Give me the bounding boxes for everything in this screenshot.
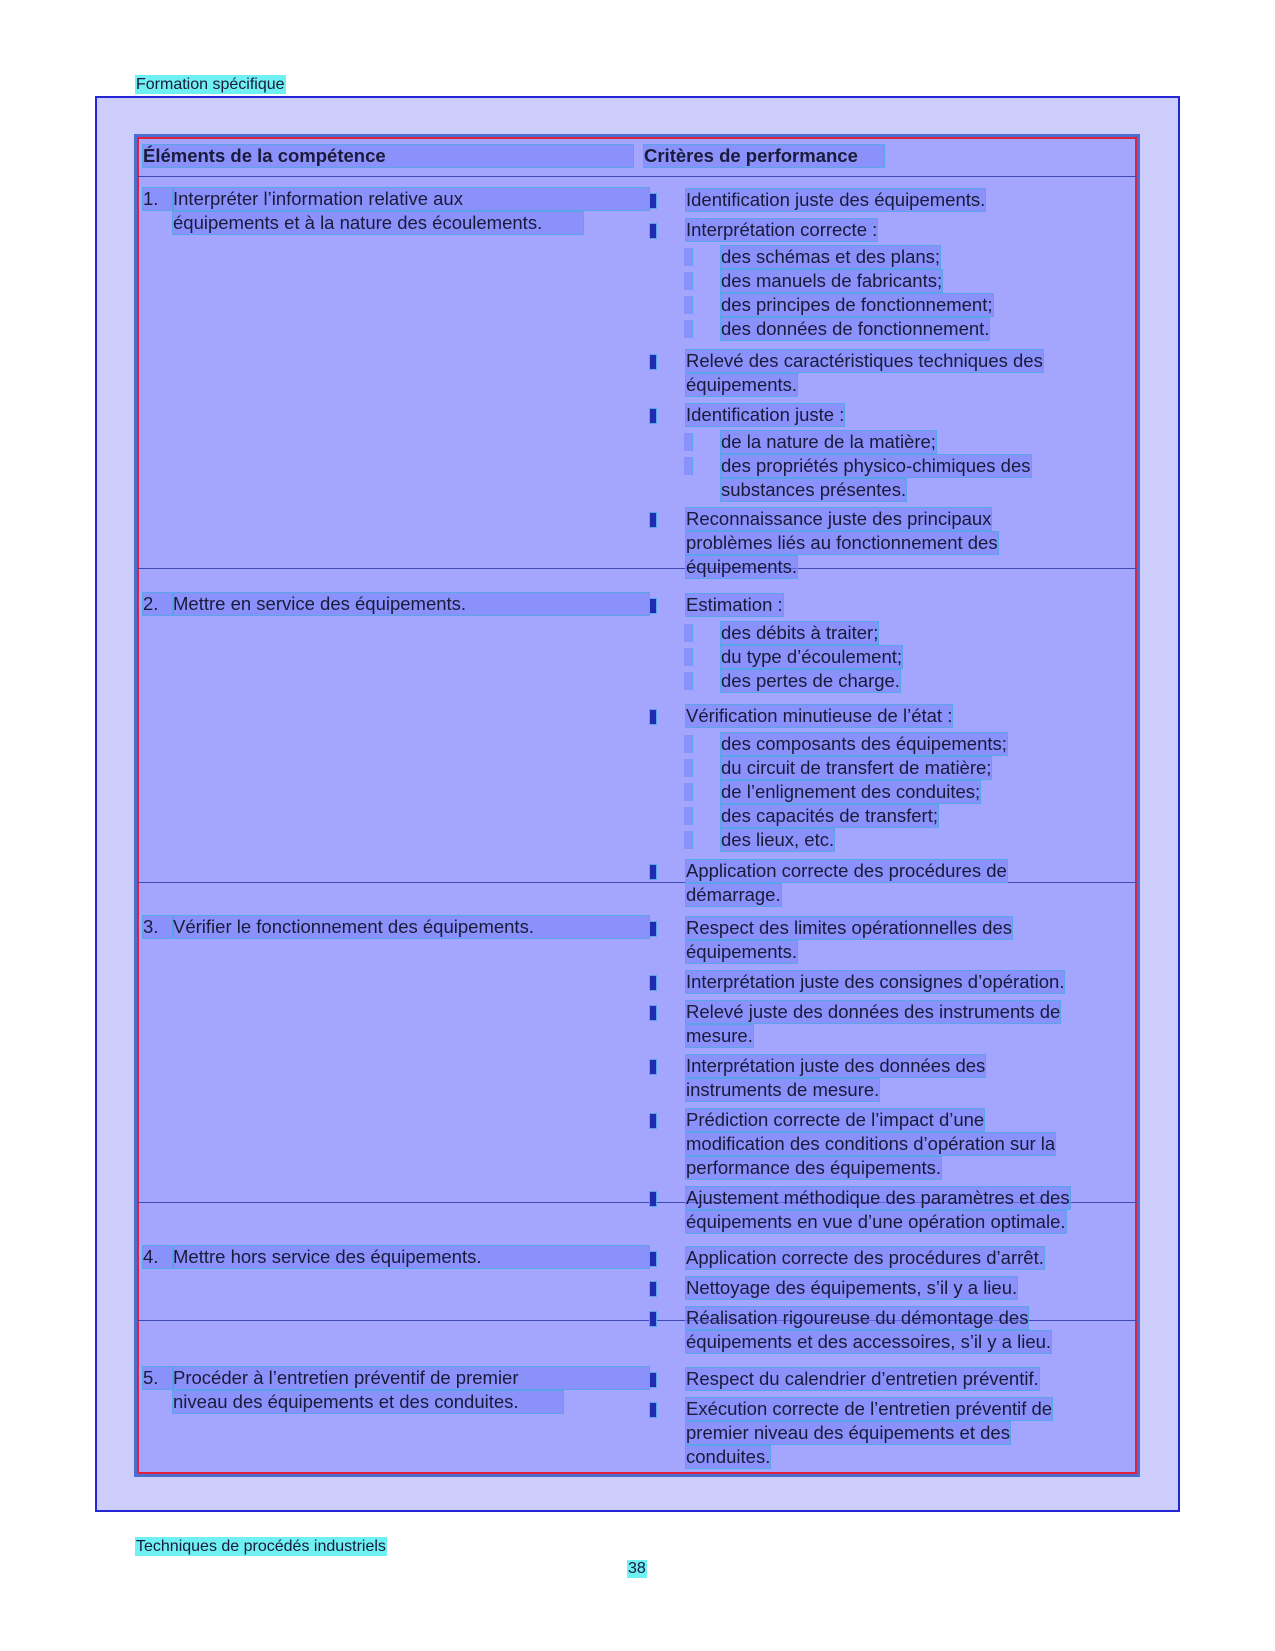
sub-criterion: de l’enlignement des conduites; — [721, 781, 981, 802]
element-number: 5. — [143, 1367, 173, 1389]
bullet-icon — [649, 408, 657, 424]
criterion: Ajustement méthodique des paramètres et des — [686, 1187, 1070, 1208]
criterion: équipements. — [686, 556, 798, 577]
sub-criterion: des schémas et des plans; — [721, 246, 941, 267]
sub-bullet-icon — [684, 672, 693, 690]
element-text: Interpréter l’information relative aux — [173, 188, 649, 210]
criterion: équipements. — [686, 941, 798, 962]
element-number: 3. — [143, 916, 173, 938]
sub-bullet-icon — [684, 735, 693, 753]
element-number: 4. — [143, 1246, 173, 1268]
bullet-icon — [649, 1113, 657, 1129]
criterion: performance des équipements. — [686, 1157, 942, 1178]
criterion: Interprétation correcte : — [686, 219, 878, 240]
sub-bullet-icon — [684, 759, 693, 777]
sub-bullet-icon — [684, 320, 693, 338]
criterion: Respect du calendrier d’entretien préventif. — [686, 1368, 1039, 1389]
criterion: Vérification minutieuse de l’état : — [686, 705, 953, 726]
sub-bullet-icon — [684, 248, 693, 266]
bullet-icon — [649, 1402, 657, 1418]
bullet-icon — [649, 921, 657, 937]
sub-bullet-icon — [684, 831, 693, 849]
criterion: modification des conditions d’opération sur la — [686, 1133, 1056, 1154]
bullet-icon — [649, 1311, 657, 1327]
bullet-icon — [649, 1251, 657, 1267]
bullet-icon — [649, 1281, 657, 1297]
criterion: Interprétation juste des consignes d’opération. — [686, 971, 1065, 992]
criterion: équipements. — [686, 374, 798, 395]
sub-bullet-icon — [684, 272, 693, 290]
footer-title: Techniques de procédés industriels — [136, 1538, 386, 1555]
sub-bullet-icon — [684, 433, 693, 451]
sub-criterion: des manuels de fabricants; — [721, 270, 943, 291]
element-text: Vérifier le fonctionnement des équipements. — [173, 916, 649, 938]
sub-criterion: des données de fonctionnement. — [721, 318, 990, 339]
sub-criterion: du circuit de transfert de matière; — [721, 757, 992, 778]
sub-criterion: des débits à traiter; — [721, 622, 879, 643]
criterion: Relevé des caractéristiques techniques des — [686, 350, 1043, 371]
bullet-icon — [649, 1191, 657, 1207]
bullet-icon — [649, 598, 657, 614]
bullet-icon — [649, 709, 657, 725]
criterion: Relevé juste des données des instruments de — [686, 1001, 1061, 1022]
bullet-icon — [649, 1372, 657, 1388]
sub-criterion: substances présentes. — [721, 479, 907, 500]
row-divider — [137, 568, 1137, 569]
criterion: premier niveau des équipements et des — [686, 1422, 1010, 1443]
sub-criterion: du type d’écoulement; — [721, 646, 903, 667]
criterion: Estimation : — [686, 594, 783, 615]
criterion: Exécution correcte de l’entretien préventif de — [686, 1398, 1053, 1419]
row-divider — [137, 882, 1137, 883]
col-header-elements: Éléments de la compétence — [143, 145, 633, 167]
sub-criterion: des lieux, etc. — [721, 829, 835, 850]
page-number: 38 — [628, 1560, 646, 1577]
header-divider — [137, 176, 1137, 177]
element-text: Mettre hors service des équipements. — [173, 1246, 649, 1268]
criterion: Identification juste des équipements. — [686, 189, 986, 210]
criterion: Application correcte des procédures d’arrêt. — [686, 1247, 1044, 1268]
col-header-criteria: Critères de performance — [644, 145, 884, 167]
element-text: Mettre en service des équipements. — [173, 593, 649, 615]
element-number: 1. — [143, 188, 173, 210]
sub-bullet-icon — [684, 648, 693, 666]
criterion: Application correcte des procédures de — [686, 860, 1007, 881]
element-text: niveau des équipements et des conduites. — [173, 1391, 563, 1413]
bullet-icon — [649, 864, 657, 880]
sub-criterion: des principes de fonctionnement; — [721, 294, 993, 315]
criterion: conduites. — [686, 1446, 771, 1467]
bullet-icon — [649, 223, 657, 239]
bullet-icon — [649, 354, 657, 370]
page-header-title: Formation spécifique — [136, 76, 285, 93]
criterion: instruments de mesure. — [686, 1079, 880, 1100]
criterion: mesure. — [686, 1025, 753, 1046]
bullet-icon — [649, 193, 657, 209]
criterion: équipements en vue d’une opération optimale. — [686, 1211, 1066, 1232]
sub-criterion: des propriétés physico-chimiques des — [721, 455, 1031, 476]
criterion: Respect des limites opérationnelles des — [686, 917, 1012, 938]
sub-criterion: des composants des équipements; — [721, 733, 1007, 754]
sub-bullet-icon — [684, 807, 693, 825]
sub-criterion: des pertes de charge. — [721, 670, 900, 691]
element-number: 2. — [143, 593, 173, 615]
sub-bullet-icon — [684, 624, 693, 642]
criterion: démarrage. — [686, 884, 781, 905]
criterion: Nettoyage des équipements, s’il y a lieu. — [686, 1277, 1018, 1298]
criterion: Interprétation juste des données des — [686, 1055, 986, 1076]
sub-criterion: de la nature de la matière; — [721, 431, 936, 452]
criterion: Identification juste : — [686, 404, 845, 425]
sub-criterion: des capacités de transfert; — [721, 805, 938, 826]
sub-bullet-icon — [684, 457, 693, 475]
sub-bullet-icon — [684, 296, 693, 314]
element-text: équipements et à la nature des écoulements. — [173, 212, 583, 234]
bullet-icon — [649, 1059, 657, 1075]
bullet-icon — [649, 512, 657, 528]
sub-bullet-icon — [684, 783, 693, 801]
element-text: Procéder à l’entretien préventif de premier — [173, 1367, 649, 1389]
criterion: Prédiction correcte de l’impact d’une — [686, 1109, 985, 1130]
criterion: équipements et des accessoires, s’il y a lieu. — [686, 1331, 1052, 1352]
bullet-icon — [649, 975, 657, 991]
criterion: problèmes liés au fonctionnement des — [686, 532, 998, 553]
criterion: Reconnaissance juste des principaux — [686, 508, 992, 529]
bullet-icon — [649, 1005, 657, 1021]
criterion: Réalisation rigoureuse du démontage des — [686, 1307, 1029, 1328]
